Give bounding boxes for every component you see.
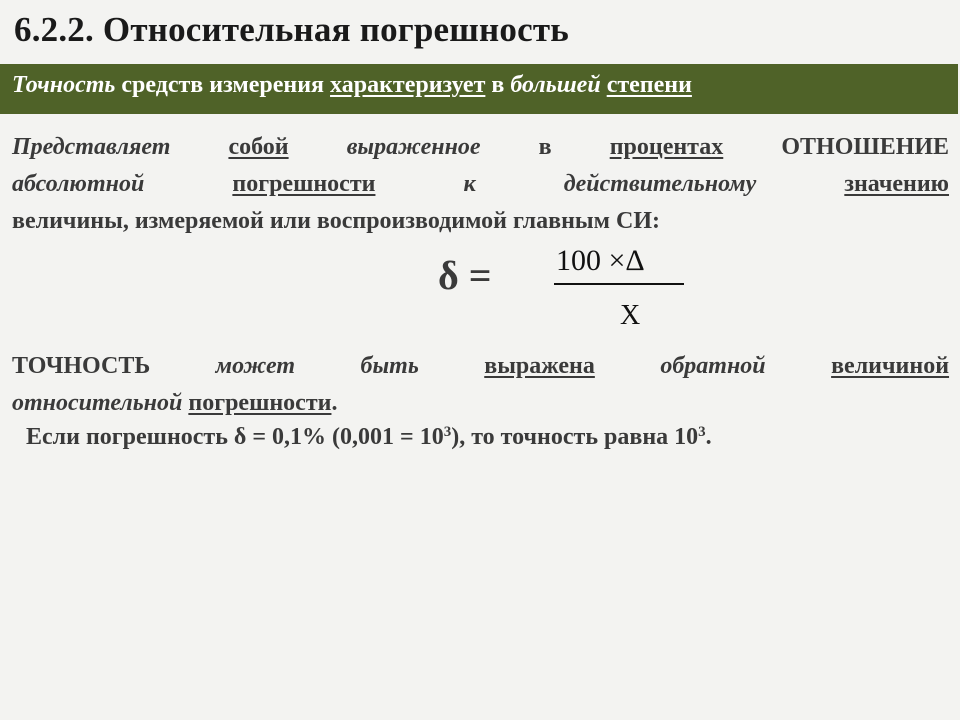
band-word: Точность — [12, 72, 116, 98]
accuracy-paragraph — [12, 348, 949, 422]
band-word: степени — [606, 72, 692, 98]
example-text: ), то точность равна 10 — [451, 424, 699, 450]
paragraph-line: величины, измеряемой или воспроизводимой главным СИ: — [12, 208, 660, 234]
example-text: . — [705, 424, 712, 450]
word: ОТНОШЕНИЕ — [781, 134, 950, 160]
superscript: 3 — [443, 424, 452, 440]
band-text: в — [485, 72, 511, 98]
word: собой — [228, 134, 289, 160]
word: значению — [844, 171, 950, 197]
definition-paragraph — [12, 129, 949, 240]
word: обратной — [660, 353, 766, 379]
word: может — [215, 353, 296, 379]
word: погрешности — [188, 390, 332, 416]
fraction-line — [554, 283, 684, 285]
band-word: характеризует — [330, 72, 486, 98]
paragraph-line — [12, 166, 949, 203]
slide-title: 6.2.2. Относительная погрешность — [14, 10, 569, 49]
formula-numerator: 100 ×Δ — [556, 244, 645, 277]
word: Представляет — [12, 134, 171, 160]
word: погрешности — [232, 171, 376, 197]
formula-denominator: X — [620, 300, 641, 331]
word: выраженное — [346, 134, 481, 160]
paragraph-line — [12, 129, 949, 166]
word: абсолютной — [12, 171, 145, 197]
word: в — [538, 134, 552, 160]
word: быть — [360, 353, 419, 379]
word: . — [331, 390, 338, 416]
word: к — [463, 171, 476, 197]
word: ТОЧНОСТЬ — [12, 353, 151, 379]
band-text: средств измерения — [115, 72, 331, 98]
superscript: 3 — [698, 424, 706, 440]
paragraph-line — [12, 348, 949, 385]
band-rule — [0, 110, 958, 114]
word: относительной — [12, 390, 183, 416]
formula-lhs: δ = — [438, 253, 492, 298]
paragraph-line — [12, 385, 949, 422]
word: действительному — [563, 171, 757, 197]
example-text: Если погрешность δ = 0,1% (0,001 = 10 — [26, 424, 444, 450]
formula-fraction — [554, 238, 684, 338]
example-line — [26, 424, 712, 451]
word: величиной — [831, 353, 950, 379]
band-word: большей — [510, 72, 601, 98]
word: выражена — [484, 353, 595, 379]
word: процентах — [609, 134, 724, 160]
header-band — [0, 64, 958, 110]
